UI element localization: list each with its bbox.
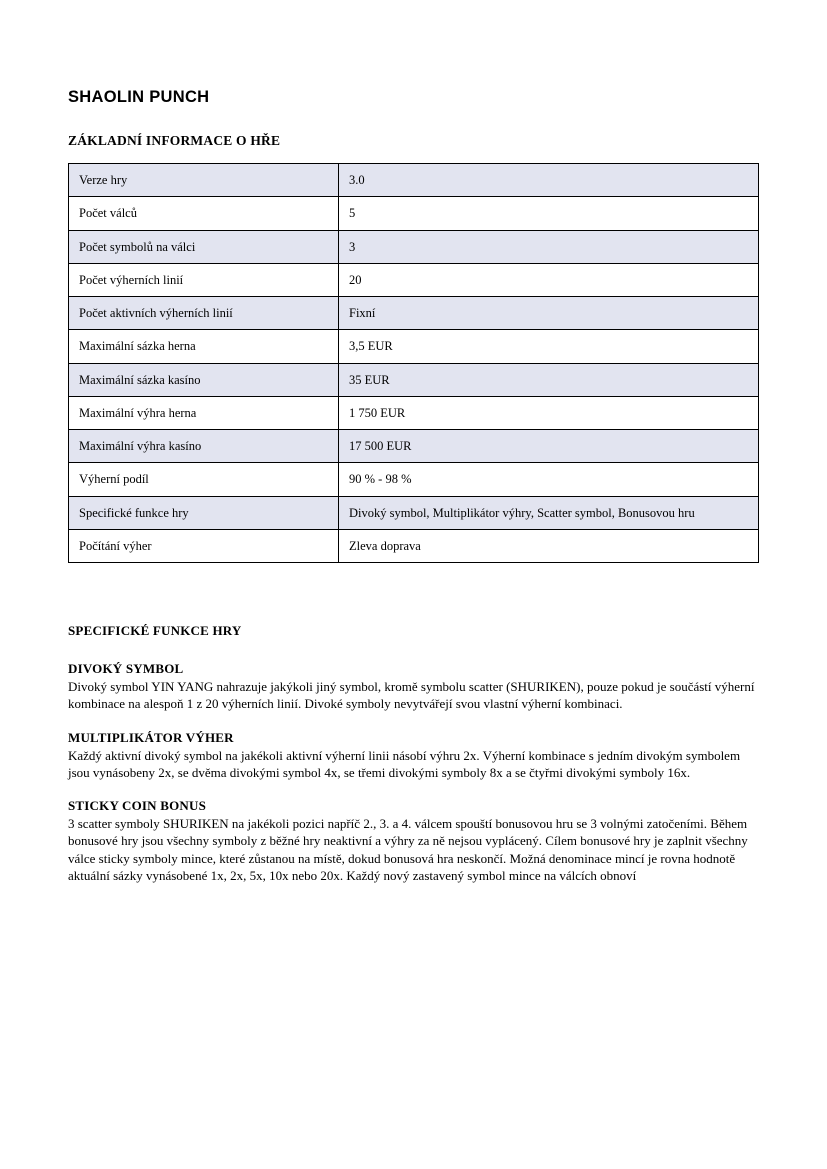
feature-title: DIVOKÝ SYMBOL	[68, 661, 184, 676]
table-cell-label: Maximální výhra herna	[69, 396, 339, 429]
feature-body: Divoký symbol YIN YANG nahrazuje jakýkoli jiný symbol, kromě symbolu scatter (SHURIKEN), pouze pokud je součástí výherní kombinace na alespoň 1 z 20 výherních linií. Divoké symboly nevytvářejí svou vlastní výherní kombinaci.	[68, 679, 755, 712]
table-cell-value: 90 % - 98 %	[339, 463, 759, 496]
table-cell-label: Specifické funkce hry	[69, 496, 339, 529]
table-row	[69, 297, 759, 330]
table-cell-label: Počet válců	[69, 197, 339, 230]
table-row	[69, 529, 759, 562]
table-cell-label: Počet aktivních výherních linií	[69, 297, 339, 330]
table-cell-value: 3.0	[339, 164, 759, 197]
table-row	[69, 496, 759, 529]
table-cell-label: Počet symbolů na válci	[69, 230, 339, 263]
table-row	[69, 396, 759, 429]
table-cell-value: 3	[339, 230, 759, 263]
game-info-table	[68, 163, 759, 563]
table-cell-label: Výherní podíl	[69, 463, 339, 496]
table-cell-label: Verze hry	[69, 164, 339, 197]
table-cell-value: 5	[339, 197, 759, 230]
feature-sticky-coin-bonus	[68, 798, 759, 884]
feature-wild-symbol	[68, 661, 759, 713]
feature-title: STICKY COIN BONUS	[68, 798, 207, 814]
table-cell-label: Maximální sázka kasíno	[69, 363, 339, 396]
table-cell-value: Zleva doprava	[339, 529, 759, 562]
page-title: SHAOLIN PUNCH	[68, 88, 210, 106]
table-row	[69, 430, 759, 463]
table-cell-value: 20	[339, 263, 759, 296]
table-row	[69, 463, 759, 496]
table-cell-label: Maximální sázka herna	[69, 330, 339, 363]
table-cell-label: Počítání výher	[69, 529, 339, 562]
table-cell-label: Počet výherních linií	[69, 263, 339, 296]
table-cell-value: 17 500 EUR	[339, 430, 759, 463]
feature-multiplier	[68, 730, 759, 782]
table-cell-value: 35 EUR	[339, 363, 759, 396]
feature-body: 3 scatter symboly SHURIKEN na jakékoli pozici napříč 2., 3. a 4. válcem spouští bonusovou hru se 3 volnými zatočeními. Během bonusové hry jsou všechny symboly z běžné hry neaktivní a výhry za ně nejsou vyplácený. Cílem bonusové hry je zaplnit všechny válce sticky symboly mince, které zůstanou na místě, dokud bonusová hra neskončí. Možná denominace mincí je rovna hodnotě aktuální sázky vynásobené 1x, 2x, 5x, 10x nebo 20x. Každý nový zastavený symbol mince na válcích obnoví	[68, 816, 748, 883]
table-cell-label: Maximální výhra kasíno	[69, 430, 339, 463]
table-row	[69, 164, 759, 197]
table-cell-value: Divoký symbol, Multiplikátor výhry, Scatter symbol, Bonusovou hru	[339, 496, 759, 529]
feature-body: Každý aktivní divoký symbol na jakékoli aktivní výherní linii násobí výhru 2x. Výherní kombinace s jedním divokým symbolem jsou vynásobeny 2x, se dvěma divokými symbol 4x, se třemi divokými symboly 8x a se čtyřmi divokými symboly 16x.	[68, 747, 741, 780]
section-spacer	[68, 563, 759, 623]
table-cell-value: 1 750 EUR	[339, 396, 759, 429]
section-heading-features: SPECIFICKÉ FUNKCE HRY	[68, 623, 242, 638]
section-heading-basic-info: ZÁKLADNÍ INFORMACE O HŘE	[68, 133, 281, 148]
table-cell-value: 3,5 EUR	[339, 330, 759, 363]
table-row	[69, 263, 759, 296]
table-cell-value: Fixní	[339, 297, 759, 330]
table-row	[69, 330, 759, 363]
table-row	[69, 197, 759, 230]
table-row	[69, 363, 759, 396]
feature-title: MULTIPLIKÁTOR VÝHER	[68, 729, 234, 745]
table-row	[69, 230, 759, 263]
